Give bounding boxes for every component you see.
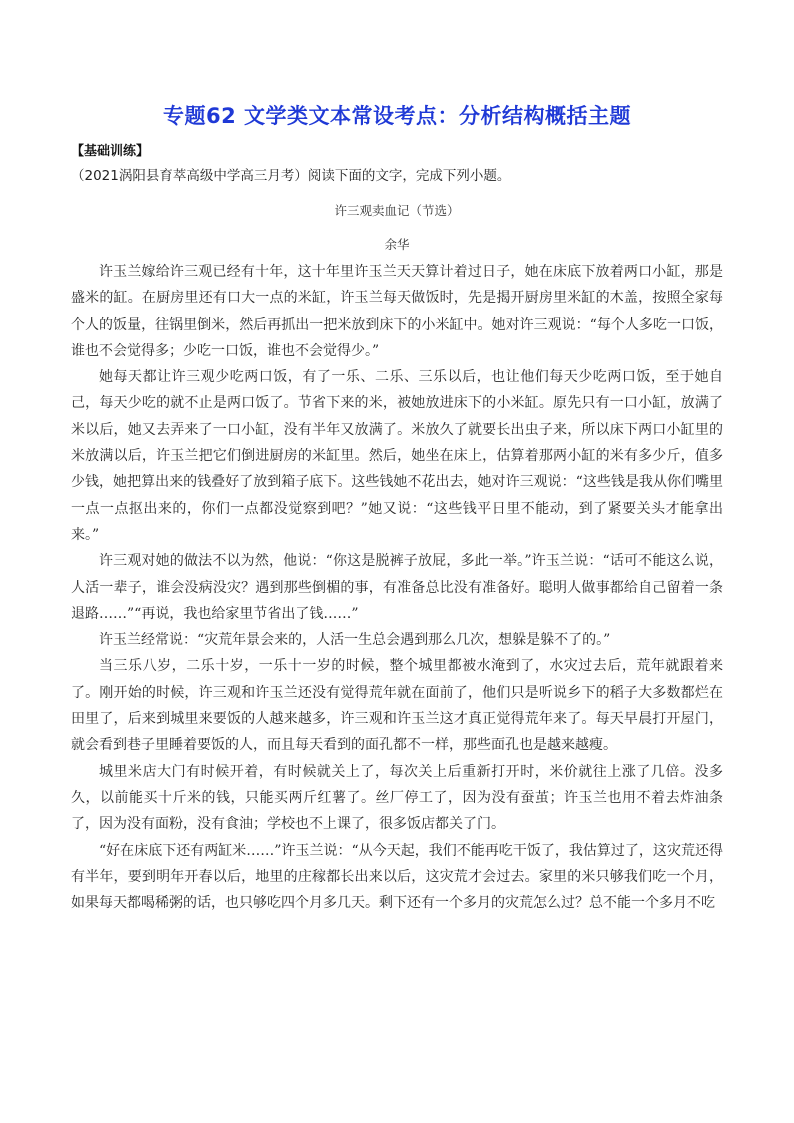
article-author: 余华 bbox=[384, 237, 410, 252]
paragraph: 当三乐八岁，二乐十岁，一乐十一岁的时候，整个城里都被水淹到了，水灾过去后，荒年就跟着来了。刚开始的时候，许三观和许玉兰还没有觉得荒年就在面前了，他们只是听说乡下的稻子大多数都烂在田里了，后来到城里来要饭的人越来越多，许三观和许玉兰这才真正觉得荒年来了。每天早晨打开屋门，就会看到巷子里睡着要饭的人，而且每天看到的面孔都不一样，那些面孔也是越来越瘦。 bbox=[71, 658, 723, 754]
section-label: 【基础训练】 bbox=[71, 144, 150, 159]
paragraph: 城里米店大门有时候开着，有时候就关上了，每次关上后重新打开时，米价就往上涨了几倍。没多久，以前能买十斤米的钱，只能买两斤红薯了。丝厂停工了，因为没有蚕茧；许玉兰也用不着去炸油条了，因为没有面粉，没有食油；学校也不上课了，很多饭店都关了门。 bbox=[71, 763, 723, 833]
question-intro: （2021涡阳县育萃高级中学高三月考）阅读下面的文字，完成下列小题。 bbox=[71, 168, 511, 184]
paragraph: 许玉兰经常说：“灾荒年景会来的，人活一生总会遇到那么几次，想躲是躲不了的。” bbox=[99, 632, 611, 649]
paragraph: “好在床底下还有两缸米……”许玉兰说：“从今天起，我们不能再吃干饭了，我估算过了，这灾荒还得有半年，要到明年开春以后，地里的庄稼都长出来以后，这灾荒才会过去。家里的米只够我们吃一个月，如果每天都喝稀粥的话，也只够吃四个月多几天。剩下还有一个多月的灾荒怎么过？总不能一个多月不吃 bbox=[71, 842, 723, 912]
paragraph: 许玉兰嫁给许三观已经有十年，这十年里许玉兰天天算计着过日子，她在床底下放着两口小缸，那是盛米的缸。在厨房里还有口大一点的米缸，许玉兰每天做饭时，先是揭开厨房里米缸的木盖，按照全家每个人的饭量，往锅里倒米，然后再抓出一把米放到床下的小米缸中。她对许三观说：“每个人多吃一口饭，谁也不会觉得多；少吃一口饭，谁也不会觉得少。” bbox=[71, 264, 723, 359]
document-title: 专题62 文学类文本常设考点：分析结构概括主题 bbox=[162, 104, 632, 128]
paragraph: 她每天都让许三观少吃两口饭，有了一乐、二乐、三乐以后，也让他们每天少吃两口饭，至于她自己，每天少吃的就不止是两口饭了。节省下来的米，被她放进床下的小米缸。原先只有一口小缸，放满了米以后，她又去弄来了一口小缸，没有半年又放满了。米放久了就要长出虫子来，所以床下两口小缸里的米放满以后，许玉兰把它们倒进厨房的米缸里。然后，她坐在床上，估算着那两小缸的米有多少斤，值多少钱，她把算出来的钱叠好了放到箱子底下。这些钱她不花出去，她对许三观说：“这些钱是我从你们嘴里一点一点抠出来的，你们一点都没觉察到吧？”她又说：“这些钱平日里不能动，到了紧要关头才能拿出来。” bbox=[71, 369, 723, 543]
article-title: 许三观卖血记（节选） bbox=[334, 203, 460, 218]
paragraph: 许三观对她的做法不以为然，他说：“你这是脱裤子放屁，多此一举。”许玉兰说：“话可不能这么说，人活一辈子，谁会没病没灾？遇到那些倒楣的事，有准备总比没有准备好。聪明人做事都给自己留着一条退路……”“再说，我也给家里节省出了钱……” bbox=[71, 553, 723, 622]
article-body bbox=[71, 259, 723, 916]
